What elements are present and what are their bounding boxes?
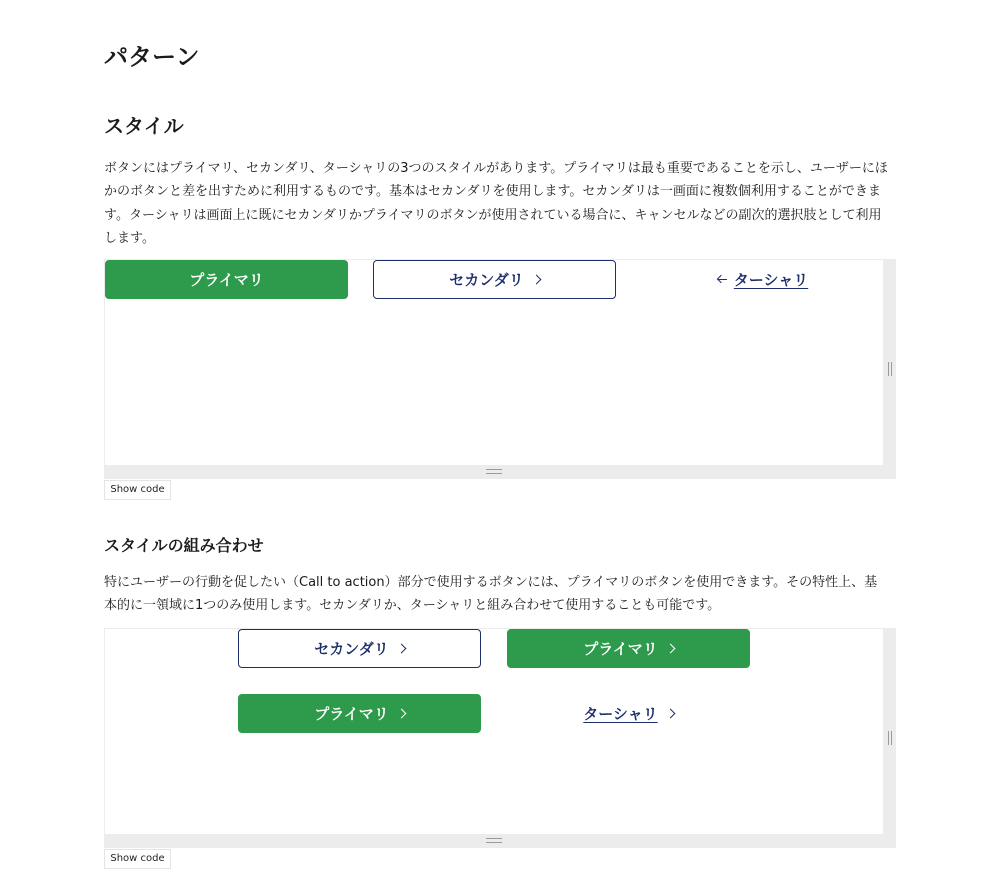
chevron-right-icon [665, 644, 675, 654]
combo-section-description: 特にユーザーの行動を促したい（Call to action）部分で使用するボタンには、プライマリのボタンを使用できます。その特性上、基本的に一領域に1つのみ使用します。セカンダリか、ターシャリと組み合わせて使用することも可能です。 [104, 575, 878, 614]
combo-tertiary-button-label: ターシャリ [583, 705, 658, 723]
chevron-right-icon [665, 709, 675, 719]
primary-button-label: プライマリ [189, 271, 264, 289]
show-code-button[interactable]: Show code [104, 849, 171, 869]
style-section-title: スタイル [104, 114, 184, 138]
tertiary-button-label: ターシャリ [733, 271, 809, 289]
arrow-left-icon [717, 275, 727, 285]
combo-demo-canvas [105, 629, 883, 834]
chevron-right-icon [396, 644, 406, 654]
horizontal-resize-handle-icon[interactable] [486, 469, 502, 474]
style-section-description: ボタンにはプライマリ、セカンダリ、ターシャリの3つのスタイルがあります。プライマリは最も重要であることを示し、ユーザーにほかのボタンと差を出すために利用するものです。基本はセカンダリを使用します。セカンダリは一画面に複数個利用することができます。ターシャリは画面上に既にセカンダリかプライマリのボタンが使用されている場合に、キャンセルなどの副次的選択肢として利用します。 [104, 161, 888, 246]
combo-primary-button-right[interactable] [507, 629, 750, 668]
combo-primary-right-label: プライマリ [583, 640, 658, 658]
horizontal-resize-handle-icon[interactable] [486, 838, 502, 843]
tertiary-button[interactable] [641, 260, 884, 299]
page-title: パターン [104, 43, 200, 71]
combo-section-title: スタイルの組み合わせ [104, 536, 264, 555]
combo-demo-frame [104, 628, 896, 848]
combo-primary-button-left[interactable] [238, 694, 481, 733]
vertical-resize-handle-icon[interactable] [888, 731, 892, 745]
secondary-button-label: セカンダリ [449, 271, 524, 289]
style-demo-canvas [105, 260, 883, 465]
chevron-right-icon [531, 275, 541, 285]
style-demo-frame [104, 259, 896, 479]
vertical-resize-handle-icon[interactable] [888, 362, 892, 376]
show-code-button[interactable]: Show code [104, 480, 171, 500]
combo-secondary-button-label: セカンダリ [314, 640, 389, 658]
primary-button[interactable] [105, 260, 348, 299]
secondary-button[interactable] [373, 260, 616, 299]
combo-secondary-button[interactable] [238, 629, 481, 668]
chevron-right-icon [396, 709, 406, 719]
combo-tertiary-button[interactable] [507, 694, 750, 733]
combo-primary-left-label: プライマリ [314, 705, 389, 723]
